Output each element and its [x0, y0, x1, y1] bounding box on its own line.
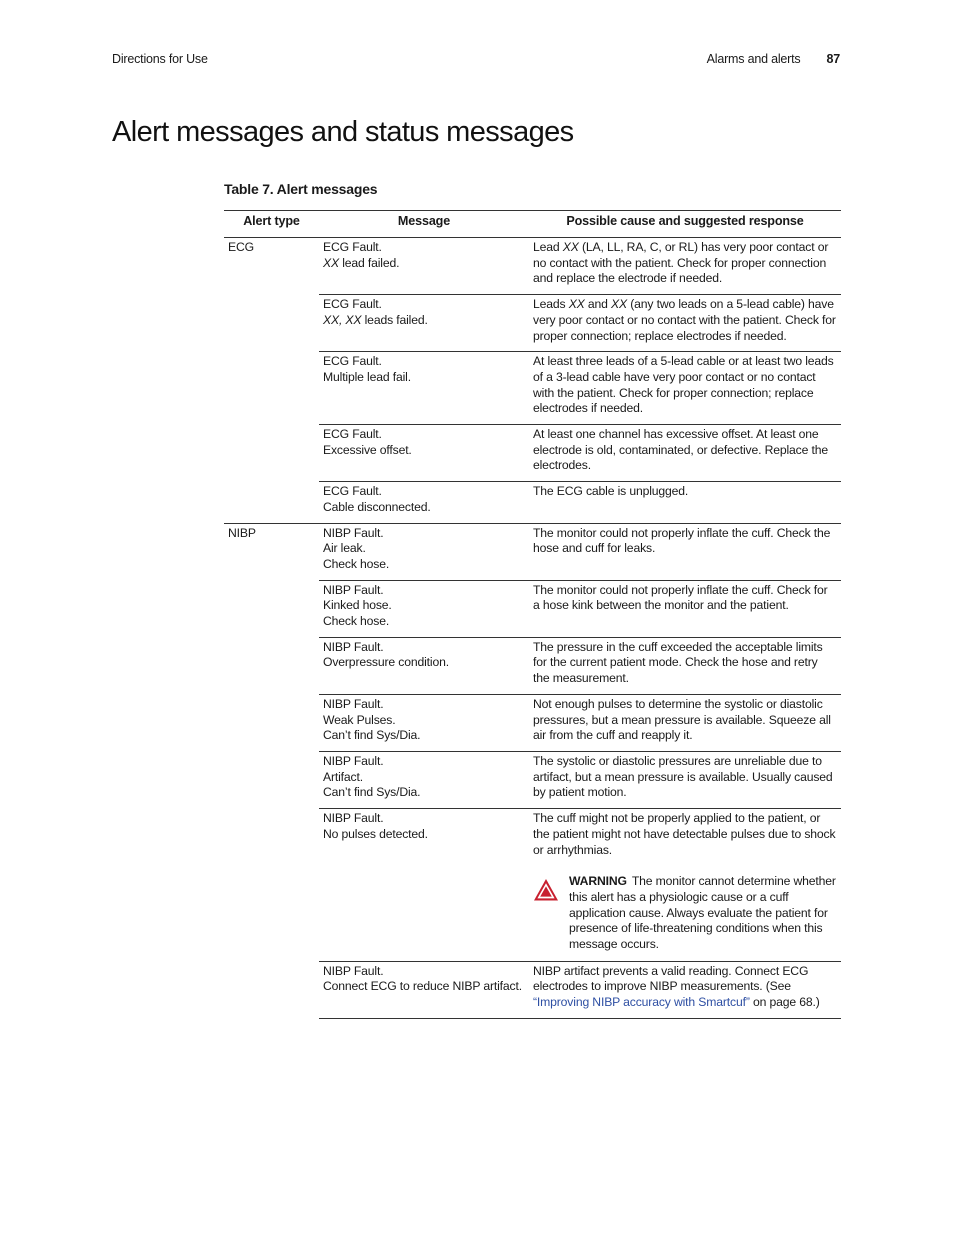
- response-cell: At least three leads of a 5-lead cable or at least two leads of a 3-lead cable have very poor contact or no contact with the patient. Check for proper connection; replace electrodes if needed.: [529, 352, 841, 425]
- message-cell: ECG Fault. XX lead failed.: [319, 238, 529, 295]
- warning-text: WARNING The monitor cannot determine whether this alert has a physiologic cause or a cuff application cause. Always evaluate the patient for presence of life-threatening conditions when this message occurs.: [569, 874, 836, 952]
- message-cell: NIBP Fault. No pulses detected.: [319, 809, 529, 962]
- response-cell: The ECG cable is unplugged.: [529, 482, 841, 523]
- response-cell: The systolic or diastolic pressures are unreliable due to artifact, but a mean pressure is available. Usually caused by patient motion.: [529, 751, 841, 808]
- warning-label: WARNING: [569, 874, 627, 889]
- column-header-message: Message: [319, 211, 529, 238]
- alert-messages-table: [224, 210, 841, 1019]
- response-cell: The monitor could not properly inflate the cuff. Check for a hose kink between the monitor and the patient.: [529, 580, 841, 637]
- page-title: Alert messages and status messages: [112, 116, 574, 148]
- page-number: 87: [826, 52, 840, 66]
- section-name: Alarms and alerts: [706, 52, 801, 66]
- message-cell: NIBP Fault. Weak Pulses. Can’t find Sys/Dia.: [319, 694, 529, 751]
- cross-reference-link[interactable]: “Improving NIBP accuracy with Smartcuf”: [533, 995, 750, 1010]
- table-row: [224, 238, 841, 295]
- table-header-row: [224, 211, 841, 238]
- response-cell: NIBP artifact prevents a valid reading. Connect ECG electrodes to improve NIBP measurements. (See “Improving NIBP accuracy with Smartcuf” on page 68.): [529, 961, 841, 1018]
- response-cell: Lead XX (LA, LL, RA, C, or RL) has very poor contact or no contact with the patient. Check for proper connection and replace the electrode if needed.: [529, 238, 841, 295]
- response-cell: Leads XX and XX (any two leads on a 5-lead cable) have very poor contact or no contact with the patient. Check for proper connection; replace electrodes if needed.: [529, 295, 841, 352]
- warning-note: [533, 874, 837, 953]
- message-cell: NIBP Fault. Overpressure condition.: [319, 637, 529, 694]
- message-cell: NIBP Fault. Air leak. Check hose.: [319, 523, 529, 580]
- warning-triangle-icon: [533, 874, 569, 953]
- response-cell: The pressure in the cuff exceeded the acceptable limits for the current patient mode. Check the hose and retry the measurement.: [529, 637, 841, 694]
- running-header-left: Directions for Use: [112, 52, 208, 66]
- response-cell: Not enough pulses to determine the systolic or diastolic pressures, but a mean pressure is available. Squeeze all air from the cuff and reapply it.: [529, 694, 841, 751]
- message-cell: NIBP Fault. Artifact. Can’t find Sys/Dia.: [319, 751, 529, 808]
- table-caption: Table 7. Alert messages: [224, 181, 378, 197]
- message-cell: ECG Fault. Multiple lead fail.: [319, 352, 529, 425]
- message-cell: ECG Fault. Excessive offset.: [319, 425, 529, 482]
- column-header-alert-type: Alert type: [224, 211, 319, 238]
- column-header-response: Possible cause and suggested response: [529, 211, 841, 238]
- response-cell: The monitor could not properly inflate the cuff. Check the hose and cuff for leaks.: [529, 523, 841, 580]
- running-header-right: [707, 52, 840, 66]
- alert-type-ecg: ECG: [224, 238, 319, 524]
- message-cell: NIBP Fault. Connect ECG to reduce NIBP artifact.: [319, 961, 529, 1018]
- alert-type-nibp: NIBP: [228, 525, 256, 540]
- message-cell: ECG Fault. Cable disconnected.: [319, 482, 529, 523]
- message-cell: NIBP Fault. Kinked hose. Check hose.: [319, 580, 529, 637]
- table-row: [224, 523, 841, 580]
- response-cell: The cuff might not be properly applied to the patient, or the patient might not have detectable pulses due to shock or arrhythmias. WARNING The monitor cannot determine whether this alert has a physiologic cause or a cuff application cause. Always evaluate the patient for presence of life-threatening conditions when this message occurs.: [529, 809, 841, 962]
- response-cell: At least one channel has excessive offset. At least one electrode is old, contaminated, or defective. Replace the electrodes.: [529, 425, 841, 482]
- message-cell: ECG Fault. XX, XX leads failed.: [319, 295, 529, 352]
